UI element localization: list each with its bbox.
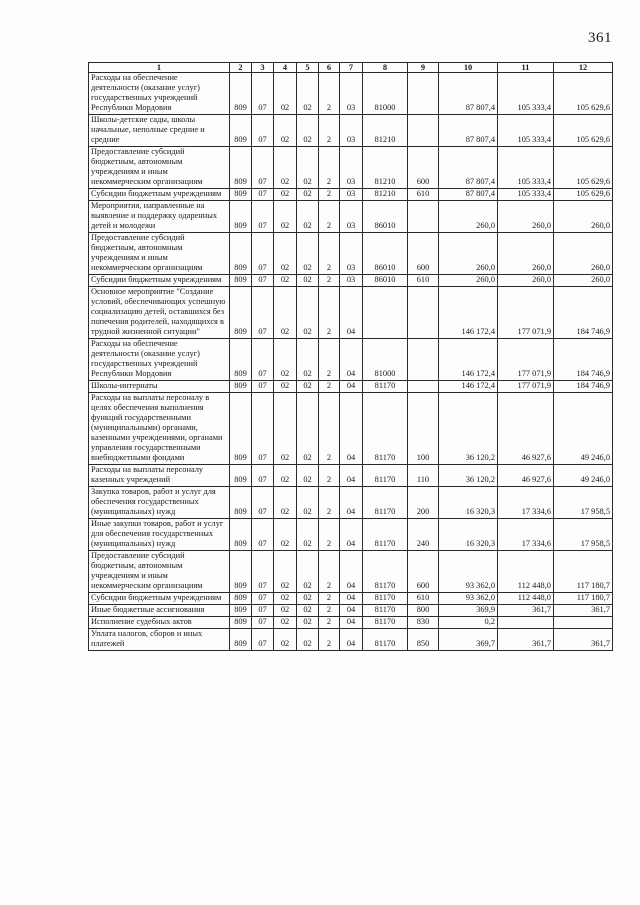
subprogram-code-cell: 2 [319,605,340,617]
expense-name-cell: Исполнение судебных актов [89,617,230,629]
column-number-header: 9 [408,63,439,73]
subsection-code-cell: 02 [274,465,297,487]
section-code-cell: 07 [252,233,274,275]
subsection-code-cell: 02 [274,551,297,593]
column-number-header: 7 [340,63,363,73]
program-code-cell: 02 [297,487,319,519]
amount-year1-cell: 146 172,4 [439,381,498,393]
direction-code-cell: 81170 [363,629,408,651]
ministry-code-cell: 809 [230,201,252,233]
ministry-code-cell: 809 [230,519,252,551]
subsection-code-cell: 02 [274,115,297,147]
subprogram-code-cell: 2 [319,551,340,593]
expense-type-cell: 800 [408,605,439,617]
amount-year3-cell: 184 746,9 [554,381,613,393]
subsection-code-cell: 02 [274,617,297,629]
subsection-code-cell: 02 [274,275,297,287]
amount-year3-cell: 105 629,6 [554,115,613,147]
amount-year2-cell: 112 448,0 [498,551,554,593]
subprogram-code-cell: 2 [319,381,340,393]
table-row [89,201,613,233]
direction-code-cell [363,287,408,339]
table-row [89,629,613,651]
amount-year3-cell: 117 180,7 [554,551,613,593]
amount-year3-cell [554,617,613,629]
section-code-cell: 07 [252,339,274,381]
event-code-cell: 04 [340,381,363,393]
expense-name-cell: Иные закупки товаров, работ и услуг для обеспечения государственных (муниципальных) нужд [89,519,230,551]
event-code-cell: 03 [340,233,363,275]
table-row [89,287,613,339]
direction-code-cell: 81170 [363,605,408,617]
ministry-code-cell: 809 [230,115,252,147]
expense-name-cell: Субсидии бюджетным учреждениям [89,189,230,201]
amount-year2-cell: 177 071,9 [498,287,554,339]
amount-year3-cell: 361,7 [554,629,613,651]
amount-year3-cell: 105 629,6 [554,147,613,189]
table-row [89,551,613,593]
ministry-code-cell: 809 [230,617,252,629]
subsection-code-cell: 02 [274,629,297,651]
amount-year1-cell: 87 807,4 [439,147,498,189]
subprogram-code-cell: 2 [319,275,340,287]
column-number-header: 12 [554,63,613,73]
direction-code-cell: 81170 [363,465,408,487]
expense-type-cell: 610 [408,275,439,287]
table-row [89,189,613,201]
expense-name-cell: Субсидии бюджетным учреждениям [89,593,230,605]
ministry-code-cell: 809 [230,487,252,519]
program-code-cell: 02 [297,629,319,651]
event-code-cell: 04 [340,287,363,339]
subsection-code-cell: 02 [274,593,297,605]
amount-year3-cell: 17 958,5 [554,487,613,519]
program-code-cell: 02 [297,339,319,381]
amount-year2-cell: 361,7 [498,629,554,651]
subprogram-code-cell: 2 [319,201,340,233]
column-number-header: 6 [319,63,340,73]
program-code-cell: 02 [297,605,319,617]
table-row [89,593,613,605]
amount-year1-cell: 87 807,4 [439,115,498,147]
direction-code-cell: 81170 [363,551,408,593]
direction-code-cell: 81210 [363,147,408,189]
direction-code-cell: 81170 [363,519,408,551]
amount-year1-cell: 260,0 [439,233,498,275]
expense-type-cell: 100 [408,393,439,465]
section-code-cell: 07 [252,629,274,651]
program-code-cell: 02 [297,275,319,287]
direction-code-cell: 81000 [363,73,408,115]
event-code-cell: 04 [340,339,363,381]
amount-year3-cell: 105 629,6 [554,189,613,201]
subprogram-code-cell: 2 [319,147,340,189]
program-code-cell: 02 [297,73,319,115]
event-code-cell: 04 [340,551,363,593]
column-number-row [89,63,613,73]
page-number: 361 [588,30,612,46]
amount-year1-cell: 0,2 [439,617,498,629]
subprogram-code-cell: 2 [319,617,340,629]
column-number-header: 8 [363,63,408,73]
event-code-cell: 04 [340,605,363,617]
section-code-cell: 07 [252,519,274,551]
amount-year2-cell: 17 334,6 [498,519,554,551]
direction-code-cell: 86010 [363,275,408,287]
program-code-cell: 02 [297,189,319,201]
amount-year1-cell: 93 362,0 [439,593,498,605]
amount-year3-cell: 260,0 [554,201,613,233]
ministry-code-cell: 809 [230,551,252,593]
amount-year3-cell: 260,0 [554,275,613,287]
column-number-header: 4 [274,63,297,73]
subprogram-code-cell: 2 [319,287,340,339]
section-code-cell: 07 [252,147,274,189]
expense-type-cell: 600 [408,551,439,593]
amount-year1-cell: 16 320,3 [439,487,498,519]
event-code-cell: 03 [340,275,363,287]
subsection-code-cell: 02 [274,605,297,617]
subsection-code-cell: 02 [274,339,297,381]
program-code-cell: 02 [297,381,319,393]
section-code-cell: 07 [252,115,274,147]
subsection-code-cell: 02 [274,287,297,339]
event-code-cell: 03 [340,147,363,189]
expense-type-cell [408,201,439,233]
expense-name-cell: Расходы на выплаты персоналу казенных учреждений [89,465,230,487]
amount-year3-cell: 105 629,6 [554,73,613,115]
expense-type-cell [408,339,439,381]
amount-year1-cell: 260,0 [439,201,498,233]
amount-year2-cell: 260,0 [498,201,554,233]
section-code-cell: 07 [252,189,274,201]
amount-year3-cell: 49 246,0 [554,393,613,465]
amount-year2-cell: 177 071,9 [498,381,554,393]
expense-name-cell: Расходы на выплаты персоналу в целях обеспечения выполнения функций государственными (муниципальными) органами, казенными учреждениями, органами управления государственными внебюджетными фондами [89,393,230,465]
direction-code-cell: 81000 [363,339,408,381]
event-code-cell: 04 [340,629,363,651]
amount-year2-cell [498,617,554,629]
amount-year1-cell: 87 807,4 [439,189,498,201]
direction-code-cell: 86010 [363,201,408,233]
amount-year3-cell: 49 246,0 [554,465,613,487]
section-code-cell: 07 [252,465,274,487]
amount-year1-cell: 369,9 [439,605,498,617]
expense-type-cell: 600 [408,233,439,275]
direction-code-cell: 81210 [363,189,408,201]
ministry-code-cell: 809 [230,465,252,487]
column-number-header: 2 [230,63,252,73]
program-code-cell: 02 [297,233,319,275]
table-row [89,381,613,393]
direction-code-cell: 81170 [363,487,408,519]
program-code-cell: 02 [297,147,319,189]
subprogram-code-cell: 2 [319,629,340,651]
amount-year2-cell: 112 448,0 [498,593,554,605]
ministry-code-cell: 809 [230,393,252,465]
expense-name-cell: Расходы на обеспечение деятельности (оказание услуг) государственных учреждений Республики Мордовия [89,339,230,381]
table-row [89,115,613,147]
amount-year3-cell: 184 746,9 [554,287,613,339]
amount-year1-cell: 36 120,2 [439,465,498,487]
ministry-code-cell: 809 [230,605,252,617]
program-code-cell: 02 [297,519,319,551]
expense-type-cell [408,287,439,339]
amount-year3-cell: 17 958,5 [554,519,613,551]
amount-year2-cell: 105 333,4 [498,147,554,189]
amount-year2-cell: 105 333,4 [498,189,554,201]
expense-type-cell: 200 [408,487,439,519]
amount-year2-cell: 46 927,6 [498,465,554,487]
amount-year2-cell: 105 333,4 [498,115,554,147]
event-code-cell: 03 [340,115,363,147]
table-row [89,233,613,275]
program-code-cell: 02 [297,287,319,339]
column-number-header: 3 [252,63,274,73]
subprogram-code-cell: 2 [319,393,340,465]
direction-code-cell: 86010 [363,233,408,275]
amount-year2-cell: 260,0 [498,275,554,287]
subsection-code-cell: 02 [274,393,297,465]
program-code-cell: 02 [297,551,319,593]
amount-year2-cell: 177 071,9 [498,339,554,381]
table-row [89,519,613,551]
event-code-cell: 04 [340,393,363,465]
subprogram-code-cell: 2 [319,233,340,275]
event-code-cell: 03 [340,201,363,233]
table-row [89,147,613,189]
section-code-cell: 07 [252,551,274,593]
table-row [89,465,613,487]
ministry-code-cell: 809 [230,593,252,605]
subsection-code-cell: 02 [274,73,297,115]
amount-year3-cell: 260,0 [554,233,613,275]
ministry-code-cell: 809 [230,275,252,287]
subprogram-code-cell: 2 [319,519,340,551]
expense-name-cell: Предоставление субсидий бюджетным, автономным учреждениям и иным некоммерческим организациям [89,551,230,593]
ministry-code-cell: 809 [230,147,252,189]
section-code-cell: 07 [252,487,274,519]
amount-year2-cell: 17 334,6 [498,487,554,519]
program-code-cell: 02 [297,617,319,629]
program-code-cell: 02 [297,465,319,487]
expense-name-cell: Школы-детские сады, школы начальные, неполные средние и средние [89,115,230,147]
subprogram-code-cell: 2 [319,339,340,381]
expense-type-cell [408,115,439,147]
amount-year1-cell: 93 362,0 [439,551,498,593]
expense-name-cell: Мероприятия, направленные на выявление и поддержку одаренных детей и молодежи [89,201,230,233]
section-code-cell: 07 [252,201,274,233]
subsection-code-cell: 02 [274,487,297,519]
direction-code-cell: 81170 [363,393,408,465]
expense-name-cell: Предоставление субсидий бюджетным, автономным учреждениям и иным некоммерческим организациям [89,233,230,275]
subprogram-code-cell: 2 [319,593,340,605]
table-row [89,605,613,617]
expense-name-cell: Основное мероприятие "Создание условий, обеспечивающих успешную социализацию детей, оставшихся без попечения родителей, находящихся в трудной жизненной ситуации" [89,287,230,339]
subprogram-code-cell: 2 [319,465,340,487]
amount-year1-cell: 146 172,4 [439,287,498,339]
amount-year2-cell: 361,7 [498,605,554,617]
subprogram-code-cell: 2 [319,189,340,201]
amount-year1-cell: 146 172,4 [439,339,498,381]
expense-name-cell: Субсидии бюджетным учреждениям [89,275,230,287]
direction-code-cell: 81210 [363,115,408,147]
program-code-cell: 02 [297,115,319,147]
amount-year3-cell: 184 746,9 [554,339,613,381]
expense-name-cell: Уплата налогов, сборов и иных платежей [89,629,230,651]
subprogram-code-cell: 2 [319,73,340,115]
table-row [89,617,613,629]
section-code-cell: 07 [252,275,274,287]
ministry-code-cell: 809 [230,339,252,381]
expense-type-cell: 110 [408,465,439,487]
ministry-code-cell: 809 [230,381,252,393]
event-code-cell: 04 [340,519,363,551]
amount-year2-cell: 105 333,4 [498,73,554,115]
table-row [89,487,613,519]
section-code-cell: 07 [252,617,274,629]
amount-year3-cell: 361,7 [554,605,613,617]
ministry-code-cell: 809 [230,73,252,115]
subsection-code-cell: 02 [274,147,297,189]
direction-code-cell: 81170 [363,593,408,605]
expense-type-cell: 610 [408,593,439,605]
expense-type-cell: 830 [408,617,439,629]
amount-year1-cell: 36 120,2 [439,393,498,465]
column-number-header: 11 [498,63,554,73]
amount-year1-cell: 87 807,4 [439,73,498,115]
table-row [89,393,613,465]
program-code-cell: 02 [297,201,319,233]
section-code-cell: 07 [252,381,274,393]
program-code-cell: 02 [297,393,319,465]
event-code-cell: 04 [340,593,363,605]
section-code-cell: 07 [252,605,274,617]
amount-year1-cell: 16 320,3 [439,519,498,551]
expense-name-cell: Школы-интернаты [89,381,230,393]
ministry-code-cell: 809 [230,233,252,275]
expense-type-cell: 610 [408,189,439,201]
expense-name-cell: Предоставление субсидий бюджетным, автономным учреждениям и иным некоммерческим организациям [89,147,230,189]
event-code-cell: 04 [340,465,363,487]
table-row [89,73,613,115]
expense-name-cell: Расходы на обеспечение деятельности (оказание услуг) государственных учреждений Республики Мордовия [89,73,230,115]
table-row [89,275,613,287]
expense-name-cell: Закупка товаров, работ и услуг для обеспечения государственных (муниципальных) нужд [89,487,230,519]
amount-year2-cell: 46 927,6 [498,393,554,465]
event-code-cell: 03 [340,73,363,115]
budget-table [88,62,613,651]
column-number-header: 5 [297,63,319,73]
section-code-cell: 07 [252,287,274,339]
amount-year1-cell: 260,0 [439,275,498,287]
section-code-cell: 07 [252,73,274,115]
column-number-header: 1 [89,63,230,73]
subsection-code-cell: 02 [274,519,297,551]
ministry-code-cell: 809 [230,189,252,201]
subsection-code-cell: 02 [274,189,297,201]
expense-type-cell: 850 [408,629,439,651]
event-code-cell: 04 [340,487,363,519]
amount-year3-cell: 117 180,7 [554,593,613,605]
subprogram-code-cell: 2 [319,487,340,519]
direction-code-cell: 81170 [363,381,408,393]
expense-type-cell: 600 [408,147,439,189]
subsection-code-cell: 02 [274,233,297,275]
program-code-cell: 02 [297,593,319,605]
expense-type-cell: 240 [408,519,439,551]
amount-year2-cell: 260,0 [498,233,554,275]
direction-code-cell: 81170 [363,617,408,629]
subprogram-code-cell: 2 [319,115,340,147]
section-code-cell: 07 [252,393,274,465]
subsection-code-cell: 02 [274,201,297,233]
event-code-cell: 03 [340,189,363,201]
amount-year1-cell: 369,7 [439,629,498,651]
section-code-cell: 07 [252,593,274,605]
table-row [89,339,613,381]
ministry-code-cell: 809 [230,287,252,339]
subsection-code-cell: 02 [274,381,297,393]
column-number-header: 10 [439,63,498,73]
expense-type-cell [408,381,439,393]
ministry-code-cell: 809 [230,629,252,651]
expense-type-cell [408,73,439,115]
expense-name-cell: Иные бюджетные ассигнования [89,605,230,617]
event-code-cell: 04 [340,617,363,629]
